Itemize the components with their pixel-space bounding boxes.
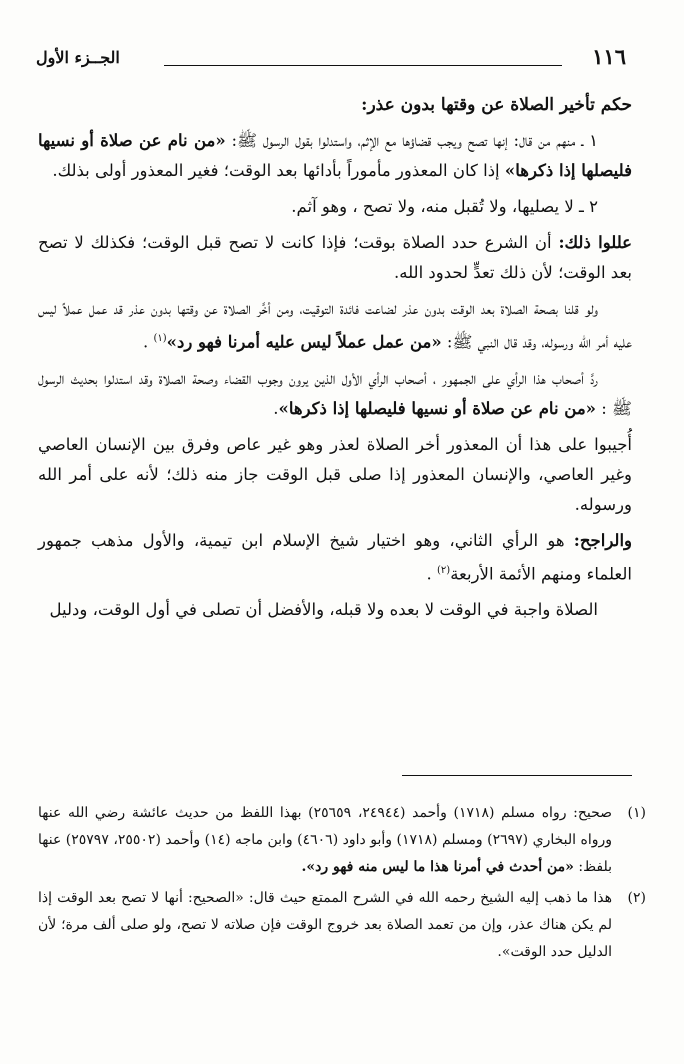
footnote-number: (١) [627,805,646,821]
footnote-text [38,800,612,881]
paragraph-7: والراجح: هو الرأي الثاني، وهو اختيار شيخ الإسلام ابن تيمية، والأول مذهب جمهور العلماء ومنهم الأئمة الأربعة$^{(٢)}$ . [38,530,633,583]
paragraph-6: أُجيبوا على هذا أن المعذور أخر الصلاة لعذر وهو غير عاص وفرق بين الإنسان العاصي وغير العاصي، والإنسان المعذور إذا صلى قبل الوقت جاز منه ذلك؛ لأنه على أمر الله ورسوله. [38,434,632,514]
paragraph-1 [38,126,632,186]
footnote-ref-2[interactable]: (٢) [437,564,451,576]
p5-hadith-quote: «من نام عن صلاة أو نسيها فليصلها إذا ذكرها» [278,398,596,418]
p3-label: عللوا ذلك: [558,233,633,252]
p7-text: هو الرأي الثاني، وهو اختيار شيخ الإسلام ابن تيمية، والأول مذهب جمهور العلماء ومنهم الأئمة الأربعة [38,530,632,583]
p7-label: والراجح: [573,530,633,550]
footnote-1-text: صحيح: رواه مسلم (١٧١٨) وأحمد (٢٤٩٤٤، ٢٥٦٥٩) بهذا اللفظ من حديث عائشة رضي الله عنها ورواه البخاري (٢٦٩٧) ومسلم (١٧١٨) وأبو داود (٤٦٠٦) وابن ماجه (١٤) وأحمد (٢٥٥٠٢، ٢٥٧٩٧) عنها بلفظ: [38,805,613,875]
footnote-1-quote: «من أحدث في أمرنا هذا ما ليس منه فهو رد». [301,859,574,875]
paragraph-8: الصلاة واجبة في الوقت لا بعده ولا قبله، والأفضل أن تصلى في أول الوقت، ودليل [49,600,598,619]
p4-hadith-quote: «من عمل عملاً ليس عليه أمرنا فهو رد» [166,332,442,352]
paragraph-2: ٢ ـ لا يصليها، ولا تُقبل منه، ولا تصح ، وهو آثم. [291,197,598,216]
footnote-ref-1[interactable]: (١) [153,333,167,344]
p1-text-a: ١ ـ منهم من قال: إنها تصح ويجب قضاؤها مع الإثم، واستدلوا بقول الرسول ﷺ: [231,131,599,150]
page-header [36,40,648,80]
footnote-2 [38,885,646,966]
paragraph-4: ولو قلنا بصحة الصلاة بعد الوقت بدون عذر لضاعت فائدة التوقيت، ومن أخَّر الصلاة عن وقتها بدون عذر قد عمل عملاً ليس عليه أمر الله ورسوله، وقد قال النبي ﷺ: «من عمل عملاً ليس عليه أمرنا فهو رد»$^{(١)}$ . [38,299,632,352]
paragraph-5: ردَّ أصحاب هذا الرأي على الجمهور ، أصحاب الرأي الأول الذين يرون وجوب القضاء وصحة الصلاة وقد استدلوا بحديث الرسول ﷺ : «من نام عن صلاة أو نسيها فليصلها إذا ذكرها». [38,368,632,418]
footnote-1 [38,800,646,881]
main-text [38,90,632,631]
p1-text-b: إذا كان المعذور مأموراً بأدائها بعد الوقت؛ فغير المعذور أولى بذلك. [52,161,500,180]
footnote-number: (٢) [627,890,646,906]
section-heading: حكم تأخير الصلاة عن وقتها بدون عذر: [361,95,632,115]
footnote-2-text: هذا ما ذهب إليه الشيخ رحمه الله في الشرح الممتع حيث قال: «الصحيح: أنها لا تصح بعد الوقت إذا لم يكن هناك عذر، وإن من تعمد الصلاة بعد خروج الوقت فإن صلاته لا تصح، ولو صلى ألف مرة؛ لأن الدليل حدد الوقت». [38,890,612,960]
footnote-rule [402,775,632,776]
p4-text: ولو قلنا بصحة الصلاة بعد الوقت بدون عذر لضاعت فائدة التوقيت، ومن أخَّر الصلاة عن وقتها بدون عذر قد عمل عملاً ليس عليه أمر الله ورسوله، وقد قال النبي ﷺ: [38,299,632,352]
p3-text: أن الشرع حدد الصلاة بوقت؛ فإذا كانت لا تصح قبل الوقت؛ فكذلك لا تصح بعد الوقت؛ لأن ذلك تعدٍّ لحدود الله. [38,233,632,282]
p5-text: ردَّ أصحاب هذا الرأي على الجمهور ، أصحاب الرأي الأول الذين يرون وجوب القضاء وصحة الصلاة وقد استدلوا بحديث الرسول ﷺ : [38,368,632,418]
header-rule [164,65,562,66]
page-number: ١١٦ [592,44,626,69]
p1-hadith-quote: «من نام عن صلاة أو نسيها فليصلها إذا ذكرها» [38,131,632,180]
part-title: الجــزء الأول [36,48,120,67]
paragraph-3 [38,228,632,288]
footnotes [38,800,646,970]
